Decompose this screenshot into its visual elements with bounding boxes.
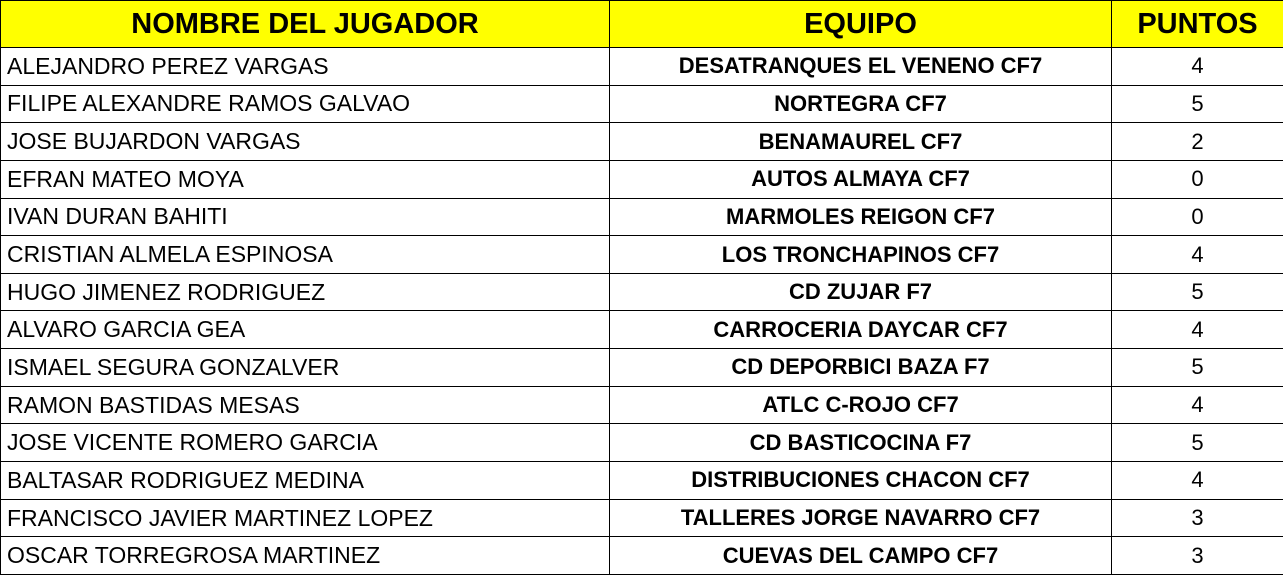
cell-player-name: BALTASAR RODRIGUEZ MEDINA <box>1 462 610 500</box>
cell-player-name: OSCAR TORREGROSA MARTINEZ <box>1 537 610 575</box>
cell-points: 2 <box>1112 123 1283 161</box>
cell-player-name: FRANCISCO JAVIER MARTINEZ LOPEZ <box>1 499 610 537</box>
cell-points: 3 <box>1112 499 1283 537</box>
table-row <box>1 349 1283 387</box>
cell-team-name: CD BASTICOCINA F7 <box>610 424 1112 462</box>
cell-team-name: CD ZUJAR F7 <box>610 273 1112 311</box>
cell-points: 4 <box>1112 236 1283 274</box>
table-row <box>1 386 1283 424</box>
table-header-row <box>1 1 1283 48</box>
table-row <box>1 160 1283 198</box>
column-header-player: NOMBRE DEL JUGADOR <box>1 1 610 48</box>
cell-player-name: ALEJANDRO PEREZ VARGAS <box>1 48 610 86</box>
table-body <box>1 48 1283 575</box>
column-header-points: PUNTOS <box>1112 1 1283 48</box>
cell-team-name: DISTRIBUCIONES CHACON CF7 <box>610 462 1112 500</box>
cell-team-name: NORTEGRA CF7 <box>610 85 1112 123</box>
table-row <box>1 273 1283 311</box>
cell-points: 4 <box>1112 311 1283 349</box>
cell-player-name: FILIPE ALEXANDRE RAMOS GALVAO <box>1 85 610 123</box>
cell-team-name: MARMOLES REIGON CF7 <box>610 198 1112 236</box>
cell-player-name: ALVARO GARCIA GEA <box>1 311 610 349</box>
table-row <box>1 48 1283 86</box>
cell-player-name: RAMON BASTIDAS MESAS <box>1 386 610 424</box>
cell-team-name: CD DEPORBICI BAZA F7 <box>610 349 1112 387</box>
cell-team-name: ATLC C-ROJO CF7 <box>610 386 1112 424</box>
cell-team-name: CARROCERIA DAYCAR CF7 <box>610 311 1112 349</box>
table-row <box>1 311 1283 349</box>
cell-points: 0 <box>1112 198 1283 236</box>
cell-team-name: DESATRANQUES EL VENENO CF7 <box>610 48 1112 86</box>
cell-points: 3 <box>1112 537 1283 575</box>
cell-player-name: CRISTIAN ALMELA ESPINOSA <box>1 236 610 274</box>
cell-points: 4 <box>1112 386 1283 424</box>
cell-points: 5 <box>1112 349 1283 387</box>
table-row <box>1 499 1283 537</box>
column-header-team: EQUIPO <box>610 1 1112 48</box>
cell-player-name: EFRAN MATEO MOYA <box>1 160 610 198</box>
table-header <box>1 1 1283 48</box>
cell-team-name: CUEVAS DEL CAMPO CF7 <box>610 537 1112 575</box>
cell-points: 5 <box>1112 85 1283 123</box>
cell-team-name: AUTOS ALMAYA CF7 <box>610 160 1112 198</box>
cell-team-name: TALLERES JORGE NAVARRO CF7 <box>610 499 1112 537</box>
table-row <box>1 198 1283 236</box>
cell-team-name: LOS TRONCHAPINOS CF7 <box>610 236 1112 274</box>
cell-player-name: JOSE BUJARDON VARGAS <box>1 123 610 161</box>
cell-points: 4 <box>1112 462 1283 500</box>
table-row <box>1 424 1283 462</box>
cell-points: 0 <box>1112 160 1283 198</box>
cell-points: 4 <box>1112 48 1283 86</box>
cell-player-name: JOSE VICENTE ROMERO GARCIA <box>1 424 610 462</box>
table-row <box>1 85 1283 123</box>
cell-points: 5 <box>1112 424 1283 462</box>
table-row <box>1 123 1283 161</box>
cell-points: 5 <box>1112 273 1283 311</box>
table-row <box>1 537 1283 575</box>
cell-player-name: HUGO JIMENEZ RODRIGUEZ <box>1 273 610 311</box>
table-row <box>1 236 1283 274</box>
cell-player-name: ISMAEL SEGURA GONZALVER <box>1 349 610 387</box>
cell-player-name: IVAN DURAN BAHITI <box>1 198 610 236</box>
table-row <box>1 462 1283 500</box>
cell-team-name: BENAMAUREL CF7 <box>610 123 1112 161</box>
